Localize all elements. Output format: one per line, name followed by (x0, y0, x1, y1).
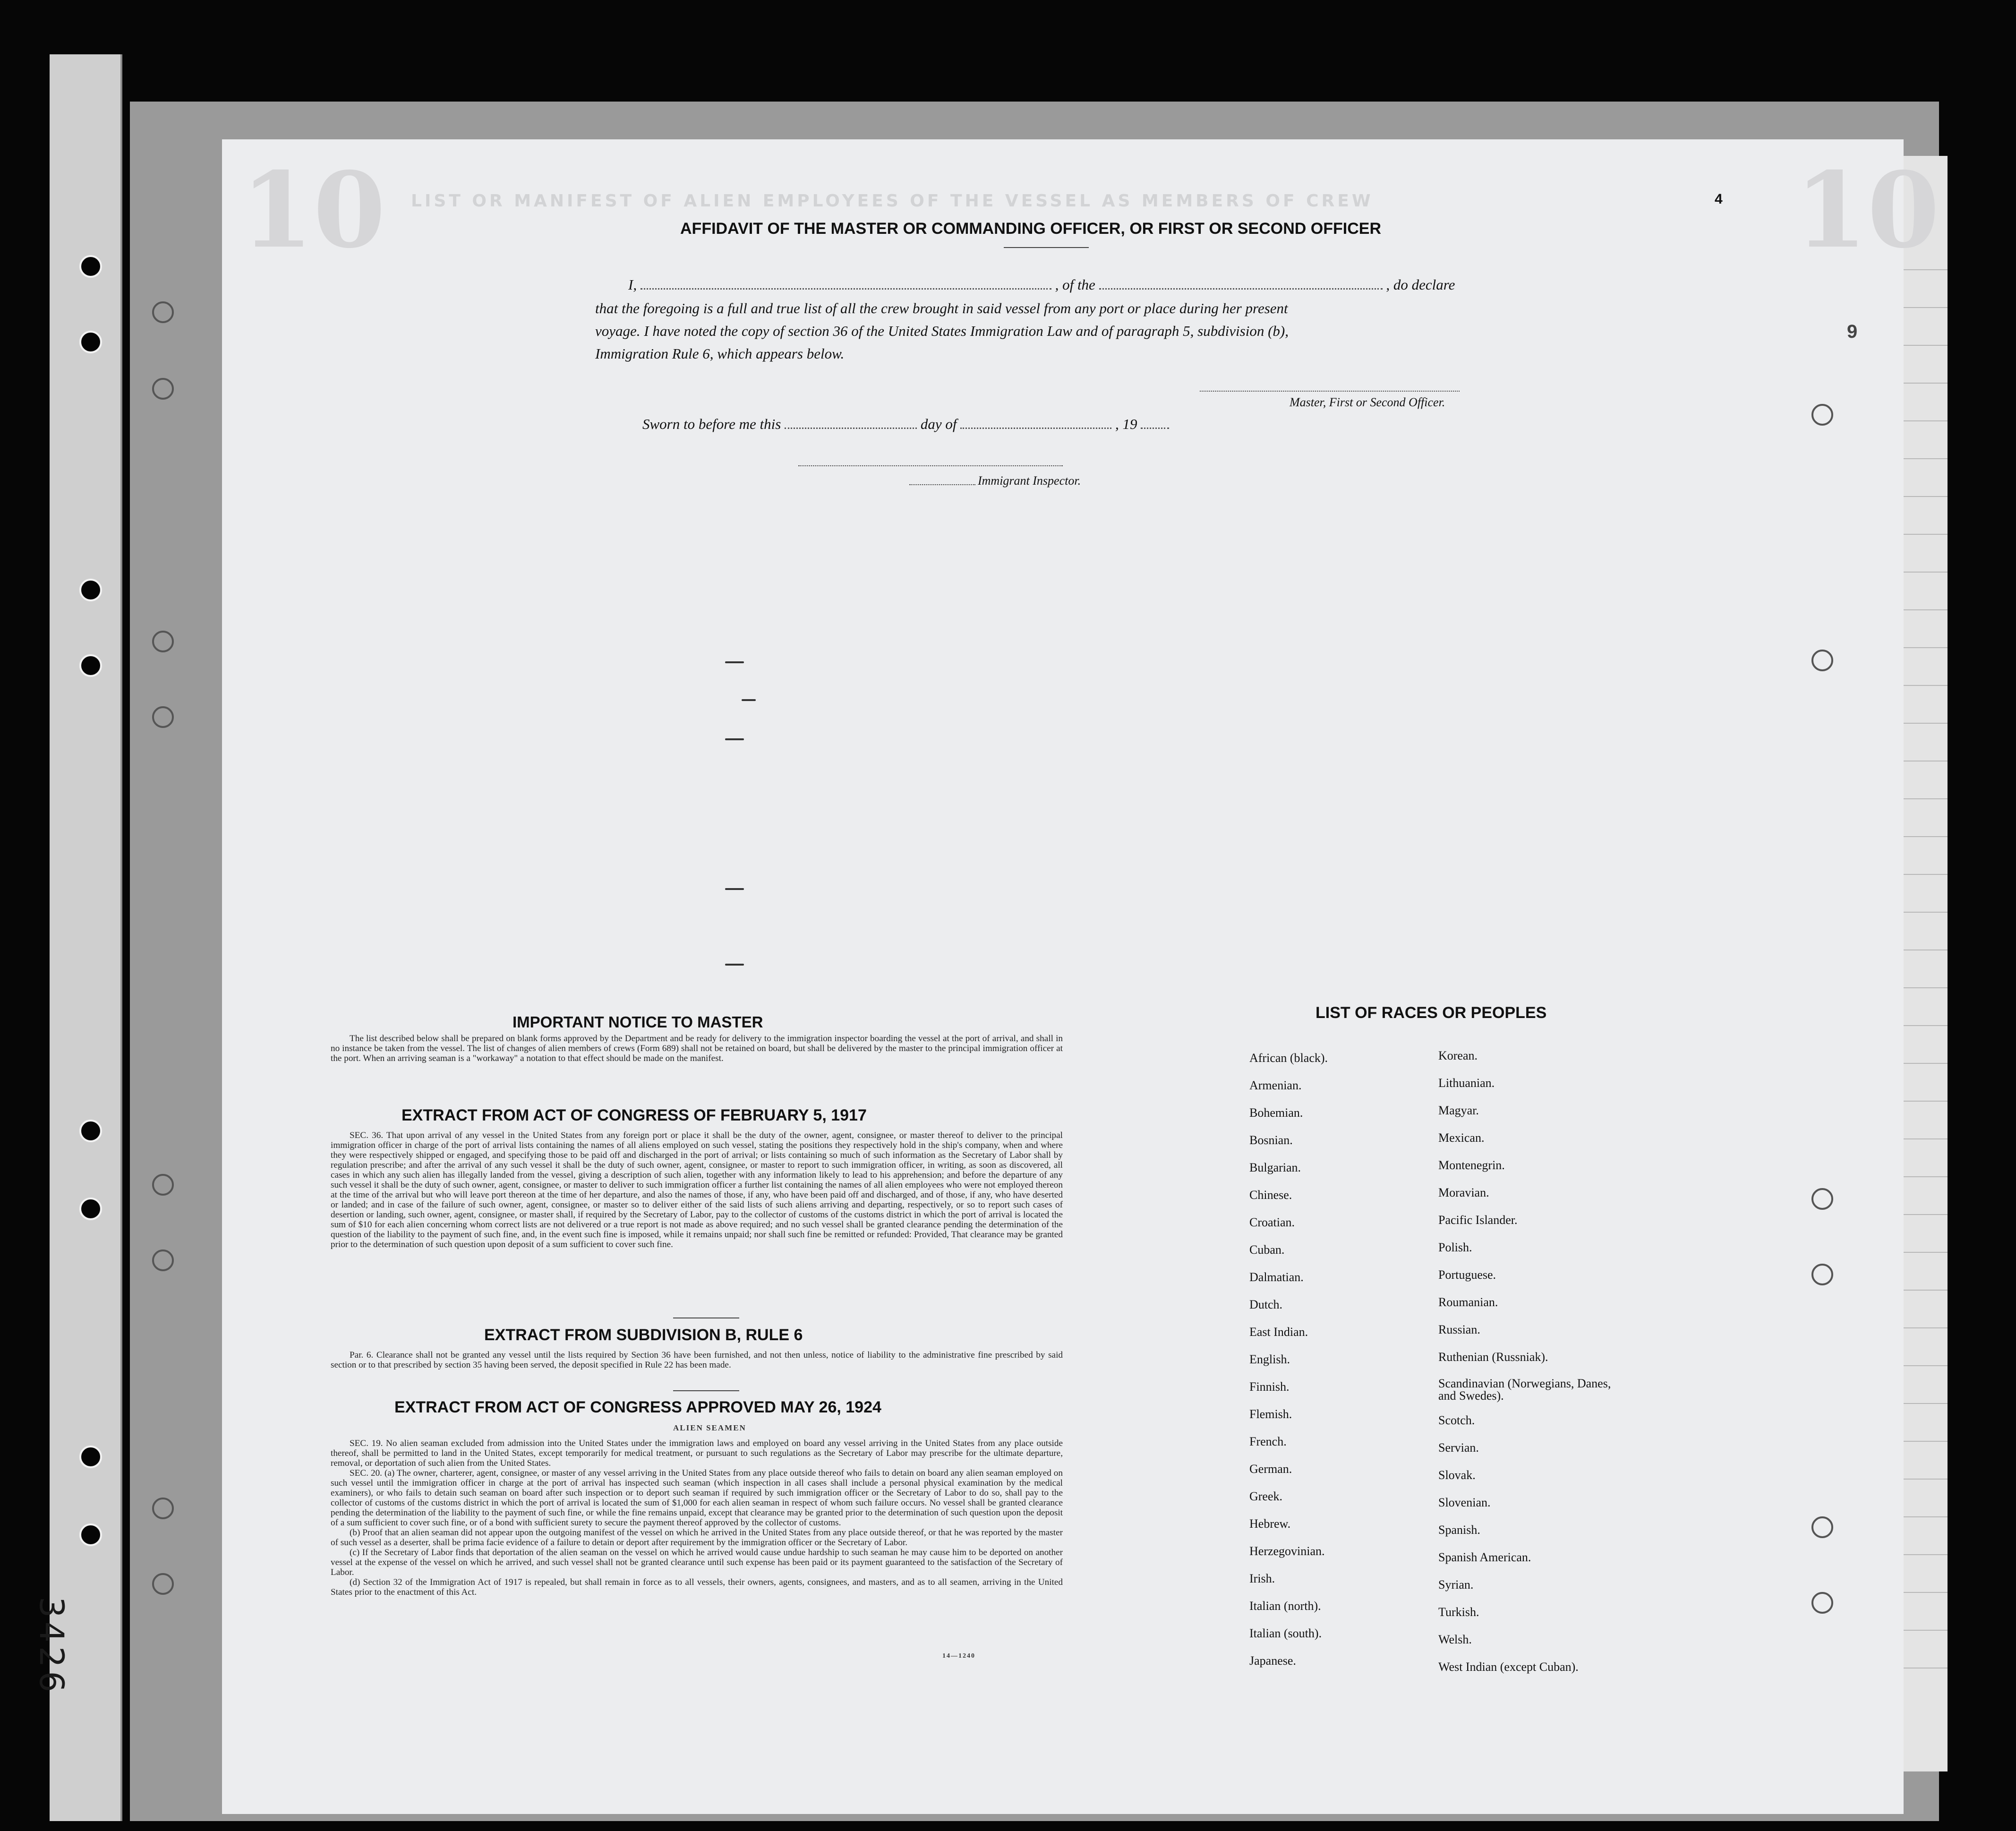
race-item: Armenian. (1249, 1078, 1302, 1092)
punch-hole (79, 331, 102, 353)
vessel-name-field[interactable] (1099, 279, 1383, 290)
race-item: Lithuanian. (1438, 1076, 1495, 1090)
sworn-day-field[interactable] (785, 418, 917, 429)
stamp-number: 4 (1715, 191, 1723, 207)
signature-line[interactable] (1200, 390, 1460, 392)
affidavit-title: AFFIDAVIT OF THE MASTER OR COMMANDING OFFICER, OR FIRST OR SECOND OFFICER (680, 220, 1381, 238)
stray-mark (742, 699, 756, 701)
race-item: Bosnian. (1249, 1133, 1293, 1147)
race-item: African (black). (1249, 1051, 1328, 1065)
race-item: Spanish American. (1438, 1550, 1531, 1564)
punch-hole (79, 1446, 102, 1468)
race-item: French. (1249, 1435, 1287, 1448)
race-item: Finnish. (1249, 1380, 1290, 1394)
signature-label: Master, First or Second Officer. (1290, 395, 1445, 409)
races-title: LIST OF RACES OR PEOPLES (1316, 1004, 1547, 1022)
page-mark: 9 (1847, 321, 1858, 342)
race-item: Italian (south). (1249, 1626, 1322, 1640)
race-item: Ruthenian (Russniak). (1438, 1350, 1548, 1364)
sec20c-paragraph: (c) If the Secretary of Labor finds that deportation of the alien seaman on the vessel on which he arrived would cause undue hardship to such seaman he may cause him to be deported on another vessel at the expense of the vessel on which he arrived, and such vessel shall not be granted clearance until such expense has been paid or its payment guaranteed to the satisfaction of the Secretary of Labor. (331, 1548, 1063, 1577)
binder-ring (152, 706, 174, 728)
race-item: Bohemian. (1249, 1106, 1303, 1120)
race-item: Syrian. (1438, 1578, 1474, 1591)
race-item: Slovak. (1438, 1468, 1476, 1482)
race-item: German. (1249, 1462, 1292, 1476)
binder-ring (1811, 1188, 1833, 1210)
sworn-month-field[interactable] (960, 418, 1111, 429)
affidavit-line-1 (628, 276, 1455, 293)
sec36-paragraph: SEC. 36. That upon arrival of any vessel in the United States from any foreign port or place it shall be the duty of the owner, agent, consignee, or master thereof to deliver to the principal immigration officer in charge of the port of arrival lists containing the names of all aliens employed on such vessel, stating the positions they respectively hold in the ship's company, when and where they were respectively shipped or engaged, and specifying those to be paid off and discharged in the port of arrival; or lists containing so much of such information as the Secretary of Labor shall by regulation prescribe; and after the arrival of any such vessel it shall be the duty of such owner, agent, consignee, or master to report to such immigration officer, in writing, as soon as discovered, all cases in which any such alien has illegally landed from the vessel, giving a description of such alien, together with any information likely to lead to his apprehension; and before the departure of any such vessel it shall be the duty of such owner, agent, consignee, or master to deliver to such immigration officer a further list containing the names of all alien employees who were not employed thereon at the time of the arrival but who will leave port thereon at the time of her departure, and also the names of those, if any, who have been paid off and discharged, and of those, if any, who have deserted or landed; and in case of the failure of such owner, agent, consignee, or master so to deliver either of the said lists of such aliens arriving and departing, respectively, or so to report such cases of desertion or landing, such owner, agent, consignee, or master shall, if required by the Secretary of Labor, pay to the collector of customs of the customs district in which the port of arrival is located the sum of $10 for each alien concerning whom correct lists are not delivered or a true report is not made as above required; and no such vessel shall be granted clearance pending the determination of the question of the liability to the payment of such fine, and, in the event such fine is imposed, while it remains unpaid; nor shall such fine be remitted or refunded: Provided, That clearance may be granted prior to the determination of such question upon deposit of a sum sufficient to cover such fine. (331, 1130, 1063, 1249)
notice-title: IMPORTANT NOTICE TO MASTER (513, 1013, 763, 1031)
sec20d-paragraph: (d) Section 32 of the Immigration Act of 1917 is repealed, but shall remain in force as to all vessels, their owners, agents, consignees, and masters, and as to all seamen, arriving in the United States prior to the enactment of this Act. (331, 1577, 1063, 1597)
title-underline (1004, 247, 1089, 248)
race-item: Dalmatian. (1249, 1270, 1304, 1284)
binder-ring (152, 301, 174, 323)
sec20b-paragraph: (b) Proof that an alien seaman did not appear upon the outgoing manifest of the vessel on which he arrived in the United States from any place outside thereof, or that he was reported by the master of such vessel as a deserter, shall be prima facie evidence of a failure to detain or deport after requirement by the immigration officer or the Secretary of Labor. (331, 1528, 1063, 1548)
race-item: Cuban. (1249, 1243, 1285, 1257)
punch-hole (79, 579, 102, 601)
race-item: Flemish. (1249, 1407, 1292, 1421)
race-item: Herzegovinian. (1249, 1544, 1325, 1558)
form-number: 14—1240 (942, 1652, 975, 1660)
race-item: Scotch. (1438, 1413, 1475, 1427)
inspector-line-lower[interactable] (909, 483, 975, 485)
sec20a-paragraph: SEC. 20. (a) The owner, charterer, agent, consignee, or master of any vessel arriving in the United States from any place outside thereof who fails to detain on board any alien seaman employed on such vessel until the immigration officer in charge at the port of arrival has inspected such seaman (which inspection in all cases shall include a personal physical examination by the medical examiners), or who fails to detain such seaman on board after such inspection or to deport such seaman if required by such immigration officer or the Secretary of Labor to do so, shall pay to the collector of customs of the customs district in which the port of arrival is located the sum of $1,000 for each alien seaman in respect of whom such failure occurs. No vessel shall be granted clearance pending the determination of the liability to the payment of such fine, or while the fine remains unpaid, except that clearance may be granted prior to the determination of such question upon the deposit of a sum sufficient to cover such fine, or of a bond with sufficient surety to secure the payment thereof approved by the collector of customs. (331, 1468, 1063, 1528)
ghost-title: LIST OR MANIFEST OF ALIEN EMPLOYEES OF THE VESSEL AS MEMBERS OF CREW (411, 191, 1374, 211)
year-prefix: , 19 (1115, 416, 1137, 432)
binder-ring (1811, 650, 1833, 671)
race-item: Korean. (1438, 1049, 1478, 1062)
sec19-paragraph: SEC. 19. No alien seaman excluded from admission into the United States under the immigration laws and employed on board any vessel arriving in the United States from any place outside thereof, shall be permitted to land in the United States, except temporarily for medical treatment, or pursuant to such regulations as the Secretary of Labor may prescribe for the ultimate departure, removal, or deportation of such alien from the United States. (331, 1438, 1063, 1468)
punch-hole (79, 1523, 102, 1546)
race-item: Pacific Islander. (1438, 1213, 1518, 1227)
alien-seamen-subtitle: ALIEN SEAMEN (673, 1423, 746, 1432)
sworn-line (642, 416, 1169, 433)
race-item: Greek. (1249, 1489, 1283, 1503)
of-the-label: , of the (1055, 276, 1095, 293)
sworn-year-field[interactable] (1141, 418, 1169, 429)
ghost-number-right: 10 (1795, 149, 1940, 271)
race-item: Russian. (1438, 1323, 1480, 1336)
race-item: Bulgarian. (1249, 1161, 1301, 1174)
binder-ring (152, 631, 174, 652)
extract-1917-title: EXTRACT FROM ACT OF CONGRESS OF FEBRUARY 5, 1917 (401, 1106, 867, 1124)
extract-1917-text (331, 1130, 1063, 1249)
do-declare-label: , do declare (1386, 276, 1455, 293)
race-item: West Indian (except Cuban). (1438, 1660, 1579, 1674)
race-item: Chinese. (1249, 1188, 1292, 1202)
notice-paragraph: The list described below shall be prepared on blank forms approved by the Department and be ready for delivery to the immigration inspector boarding the vessel at the port of arrival, and shall in no instance be taken from the vessel. The list of changes of alien members of crews (Form 689) shall not be retained on board, but shall be delivered by the master to the principal immigration officer at the port. When an arriving seaman is a "workaway" a notation to that effect should be made on the manifest. (331, 1034, 1063, 1063)
punch-hole (79, 1198, 102, 1220)
race-item: Servian. (1438, 1441, 1479, 1455)
ghost-number-left: 10 (241, 149, 386, 271)
affidavit-line-3: voyage. I have noted the copy of section 36 of the United States Immigration Law and of paragraph 5, subdivision (b), (595, 323, 1289, 339)
extract-rule6-text (331, 1350, 1063, 1370)
inspector-label: Immigrant Inspector. (978, 474, 1081, 488)
punch-hole (79, 654, 102, 677)
extract-1924-text (331, 1438, 1063, 1597)
day-of-label: day of (920, 416, 957, 432)
notice-text (331, 1034, 1063, 1063)
sworn-before-label: Sworn to before me this (642, 416, 781, 432)
race-item: Mexican. (1438, 1131, 1485, 1145)
section-rule (673, 1390, 739, 1391)
punch-hole (79, 255, 102, 278)
race-item: East Indian. (1249, 1325, 1308, 1339)
stray-mark (725, 964, 744, 966)
extract-1924-title: EXTRACT FROM ACT OF CONGRESS APPROVED MAY 26, 1924 (394, 1398, 881, 1416)
handwritten-margin-note: 3426 (32, 1597, 71, 1696)
binder-ring (152, 1573, 174, 1595)
affidavit-line-4: Immigration Rule 6, which appears below. (595, 345, 845, 362)
race-item: Moravian. (1438, 1186, 1489, 1199)
affidavit-line-2: that the foregoing is a full and true list of all the crew brought in said vessel from any port or place during her present (595, 300, 1288, 317)
race-item: Montenegrin. (1438, 1158, 1505, 1172)
punch-hole (79, 1120, 102, 1142)
stray-mark (725, 738, 744, 740)
binder-ring (152, 1174, 174, 1196)
race-item: Spanish. (1438, 1523, 1480, 1537)
race-item: Magyar. (1438, 1104, 1479, 1117)
race-item: Roumanian. (1438, 1295, 1498, 1309)
stray-mark (725, 888, 744, 890)
race-item: Irish. (1249, 1572, 1275, 1585)
race-item: Italian (north). (1249, 1599, 1321, 1613)
rule6-paragraph: Par. 6. Clearance shall not be granted any vessel until the lists required by Section 36 have been furnished, and not then unless, notice of liability to the administrative fine prescribed by said section or to that prescribed by section 35 having been served, the deposit specified in Rule 22 has been made. (331, 1350, 1063, 1370)
binder-ring (152, 1249, 174, 1271)
binder-ring (1811, 1264, 1833, 1285)
document-page (222, 139, 1940, 1814)
race-item: English. (1249, 1352, 1290, 1366)
stray-mark (725, 661, 744, 663)
binder-ring (152, 378, 174, 400)
binder-ring (1811, 1592, 1833, 1614)
race-item: Croatian. (1249, 1215, 1295, 1229)
declarant-name-field[interactable] (641, 279, 1051, 290)
race-item: Scandinavian (Norwegians, Danes, and Swedes). (1438, 1377, 1611, 1403)
race-item: Portuguese. (1438, 1268, 1496, 1282)
binder-ring (152, 1497, 174, 1519)
race-item: Slovenian. (1438, 1496, 1491, 1509)
binder-strip (50, 54, 122, 1821)
binder-ring (1811, 404, 1833, 426)
race-item: Turkish. (1438, 1605, 1479, 1619)
race-item: Japanese. (1249, 1654, 1296, 1668)
extract-rule6-title: EXTRACT FROM SUBDIVISION B, RULE 6 (484, 1326, 803, 1344)
race-item: Dutch. (1249, 1298, 1283, 1311)
race-item: Polish. (1438, 1241, 1472, 1254)
binder-ring (1811, 1516, 1833, 1538)
inspector-line-upper[interactable] (798, 464, 1063, 466)
declarant-prefix: I, (628, 276, 637, 293)
race-item: Hebrew. (1249, 1517, 1291, 1531)
race-item: Welsh. (1438, 1633, 1472, 1646)
